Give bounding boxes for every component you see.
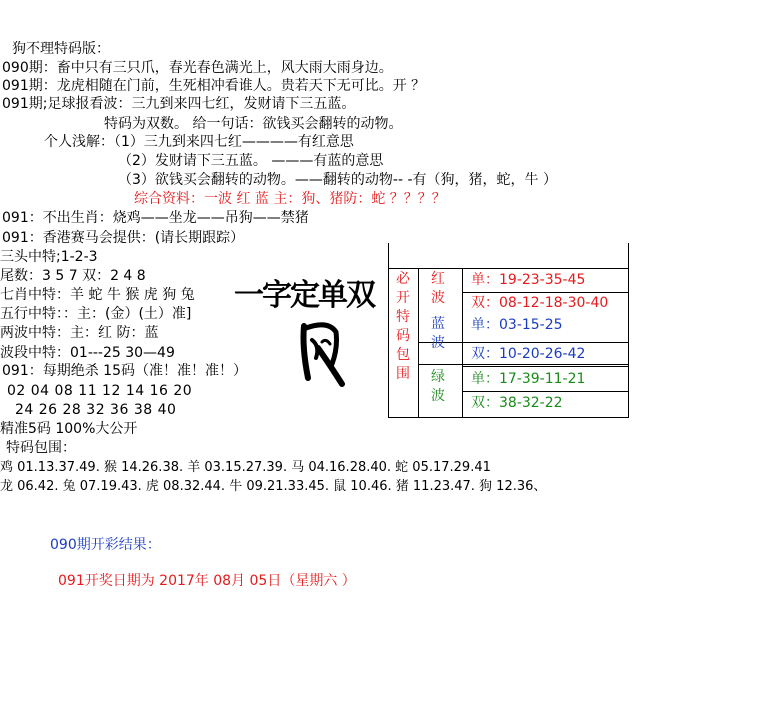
text-line-surround-title: 特码包围： bbox=[6, 440, 76, 456]
text-line-numbers-2: 24 26 28 32 36 38 40 bbox=[15, 402, 177, 418]
red-double-row: 双：08-12-18-30-40 bbox=[471, 295, 609, 311]
green-double-row: 双：38-32-22 bbox=[471, 395, 563, 411]
text-line-jockey-club: 091：香港赛马会提供：(请长期跟踪） bbox=[2, 230, 245, 246]
text-line-no-zodiac: 091：不出生肖：烧鸡——坐龙——吊狗——禁猪 bbox=[2, 210, 309, 226]
big-title: 一字定单双 bbox=[234, 278, 374, 313]
text-line-091-football: 091期;足球报看波：三九到来四七红，发财请下三五蓝。 bbox=[2, 96, 356, 112]
text-line-tails: 尾数：3 5 7 双：2 4 8 bbox=[0, 268, 146, 284]
text-line-two-waves: 两波中特：主：红 防：蓝 bbox=[0, 325, 159, 341]
text-line-analysis-2: （2）发财请下三五蓝。 ———有蓝的意思 bbox=[118, 153, 384, 169]
text-line-summary: 综合资料：一波 红 蓝 主：狗、猪防：蛇 ？？？？ bbox=[134, 191, 446, 207]
wave-label-blue: 蓝波 bbox=[431, 316, 445, 351]
red-single-row: 单：19-23-35-45 bbox=[471, 272, 586, 288]
text-line-090: 090期：畜中只有三只爪，春光春色满光上，风大雨大雨身边。 bbox=[2, 60, 393, 76]
text-line-precise-5: 精准5码 100%大公开 bbox=[0, 421, 138, 437]
text-line-seven-zodiac: 七肖中特：羊 蛇 牛 猴 虎 狗 兔 bbox=[0, 287, 195, 303]
text-line-result-090: 090期开彩结果： bbox=[50, 537, 161, 553]
text-line-numbers-1: 02 04 08 11 12 14 16 20 bbox=[7, 383, 193, 399]
text-line-surround-1: 鸡 01.13.37.49. 猴 14.26.38. 羊 03.15.27.39. 马 04.16.28.40. 蛇 05.17.29.41 bbox=[0, 460, 491, 475]
text-line-analysis-1: 个人浅解：（1）三九到来四七红————有红意思 bbox=[44, 134, 354, 150]
special-number-table bbox=[388, 243, 629, 418]
text-line-analysis-3: （3）欲钱买会翻转的动物。——翻转的动物-- -有（狗，猪，蛇，牛 ） bbox=[118, 172, 557, 188]
text-line-surround-2: 龙 06.42. 兔 07.19.43. 虎 08.32.44. 牛 09.21.33.45. 鼠 10.46. 猪 11.23.47. 狗 12.36、 bbox=[0, 479, 547, 494]
blue-double-row: 双：10-20-26-42 bbox=[471, 346, 586, 362]
text-line-heads: 三头中特;1-2-3 bbox=[0, 249, 98, 265]
blue-single-row: 单：03-15-25 bbox=[471, 317, 563, 333]
wave-label-red: 红波 bbox=[431, 271, 445, 306]
text-line-draw-date: 091开奖日期为 2017年 08月 05日（星期六 ） bbox=[58, 573, 356, 589]
text-line-ranges: 波段中特：01---25 30—49 bbox=[0, 345, 175, 361]
text-line-091-poem: 091期：龙虎相随在门前，生死相冲看谁人。贵若天下无可比。开 ？ bbox=[2, 78, 426, 94]
wave-label-green: 绿波 bbox=[431, 369, 445, 404]
green-single-row: 单：17-39-11-21 bbox=[471, 371, 586, 387]
calligraphy-glyph-image bbox=[298, 318, 350, 390]
text-line-hint: 特码为双数。 给一句话：欲钱买会翻转的动物。 bbox=[104, 116, 403, 132]
doc-title: 狗不理特码版： bbox=[12, 41, 110, 57]
text-line-kill-15: 091：每期绝杀 15码（准！准！准！） bbox=[2, 363, 247, 379]
table-left-label: 必开特码包围 bbox=[396, 271, 410, 382]
text-line-five-elements: 五行中特：：主：(金）(土）准] bbox=[0, 306, 192, 322]
